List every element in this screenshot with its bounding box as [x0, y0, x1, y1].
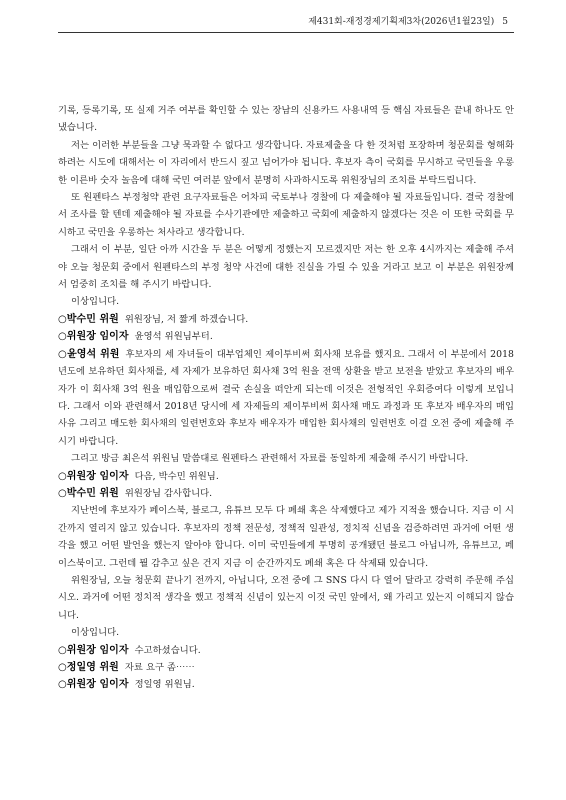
speech-text: 위원장님, 저 짧게 하겠습니다.: [124, 313, 249, 325]
speaker-mark-icon: ○: [58, 313, 67, 325]
speech-text: 정일영 위원님.: [134, 679, 195, 691]
speaker-label: 박수민 위원: [66, 313, 119, 325]
speech-text: 자료 요구 좀⋯⋯: [124, 662, 195, 673]
paragraph: 지난번에 후보자가 페이스북, 블로그, 유튜브 모두 다 폐쇄 혹은 삭제했다고 제가 지적을 했습니다. 지금 이 시간까지 열리지 않고 있습니다. 후보자의 정책 전문성, 정책적 일관성, 정치적 신념을 검증하려면 과거에 어떤 생각을 했고 어떤 발언을 했는지 알아야 합니다. 이미 국민들에게 투명히 공개됐던 블로그 아닙니까, 유튜브고, 페이스북이고. 그런데 뭘 감추고 싶은 건지 지금 이 순간까지도 폐쇄 혹은 다 삭제돼 있습니다.: [58, 505, 514, 569]
speech-line: [58, 659, 514, 676]
paragraph: 이상입니다.: [71, 627, 120, 639]
speech-text: 윤영석 위원님부터.: [134, 331, 213, 343]
speaker-name: [58, 679, 129, 690]
transcript-body: [58, 102, 514, 694]
speaker-name: [58, 331, 129, 342]
speaker-name: [58, 349, 120, 360]
speaker-name: [58, 662, 119, 673]
speech-text: 후보자의 세 자녀들이 대부업체인 제이투비써 회사채 보유를 했지요. 그래서 이 부분에서 2018년도에 보유하던 회사채를, 세 자제가 보유하던 회사채 3억 원을 전액 상환을 받고 보전을 받았고 후보자의 배우자가 이 회사채 3억 원을 매입함으로써 결국 손실을 떠안게 되는데 이것은 전형적인 우회증여다 이렇게 보입니다. 그래서 이와 관련해서 2018년 당시에 세 자제들의 제이투비써 회사채 매도 과정과 또 후보자 배우자의 매입 사유 그리고 매도한 회사채의 일련번호와 후보자 배우자가 매입한 회사채의 일련번호 이걸 오전 중에 제출해 주시기 바랍니다.: [58, 348, 514, 447]
speaker-mark-icon: ○: [58, 487, 67, 499]
speaker-name: [58, 471, 129, 482]
speech-line: [58, 676, 514, 693]
speaker-label: 위원장 임이자: [66, 679, 129, 691]
header-rule: [58, 32, 514, 33]
speaker-name: [58, 645, 129, 656]
speaker-mark-icon: ○: [58, 644, 67, 656]
speaker-label: 정일영 위원: [66, 662, 119, 673]
speaker-mark-icon: ○: [58, 331, 67, 343]
page-header: [308, 14, 508, 27]
speaker-label: 위원장 임이자: [66, 470, 129, 482]
speaker-mark-icon: ○: [58, 348, 68, 360]
speech-text: 다음, 박수민 위원님.: [134, 470, 219, 482]
speech-line: [58, 328, 514, 345]
paragraph: 이상입니다.: [71, 296, 120, 308]
page-number: 5: [502, 17, 508, 27]
speech-line: [58, 311, 514, 328]
speaker-mark-icon: ○: [58, 662, 67, 673]
speaker-mark-icon: ○: [58, 470, 67, 482]
speaker-label: 윤영석 위원: [67, 348, 120, 360]
speaker-mark-icon: ○: [58, 679, 67, 691]
speech-line: [58, 642, 514, 659]
speech-text: 수고하셨습니다.: [134, 644, 201, 656]
paragraph: 그리고 방금 최은석 위원님 말씀대로 원펜타스 관련해서 자료를 동일하게 제출해 주시기 바랍니다.: [71, 453, 469, 465]
speaker-label: 위원장 임이자: [66, 331, 129, 343]
speech-line: [58, 468, 514, 485]
speech-text: 위원장님 감사합니다.: [124, 487, 213, 499]
paragraph: 위원장님, 오늘 청문회 끝나기 전까지, 아닙니다, 오전 중에 그 SNS 다시 다 열어 달라고 강력히 주문해 주십시오. 과거에 어떤 정치적 생각을 했고 정책적 신념이 있는지 이것 국민 앞에서, 왜 가리고 있는지 이해되지 않습니다.: [58, 574, 514, 621]
header-title: 제431회-재정경제기획제3차(2026년1월23일): [308, 17, 495, 27]
speaker-name: [58, 488, 119, 499]
paragraph: 그래서 이 부분, 일단 아까 시간을 두 분은 어떻게 정했는지 모르겠지만 저는 한 오후 4시까지는 제출해 주셔야 오늘 청문회 중에서 원펜타스의 부정 청약 사건에 대한 진실을 가릴 수 있을 거라고 보고 이 부분은 위원장께서 엄중히 조치를 해 주시기 바랍니다.: [58, 244, 514, 291]
speech-line: [58, 346, 514, 450]
speaker-label: 박수민 위원: [66, 487, 119, 499]
paragraph: 저는 이러한 부분들을 그냥 묵과할 수 없다고 생각합니다. 자료제출을 다 한 것처럼 포장하며 청문회를 형해화하려는 시도에 대해서는 이 자리에서 반드시 짚고 넘어가야 됩니다. 후보자 측이 국회를 무시하고 국민들을 우롱한 이른바 숫자 놀음에 대해 국민 여러분 앞에서 분명히 사과하시도록 위원장님의 조치를 부탁드립니다.: [58, 139, 514, 186]
paragraph: 또 원펜타스 부정청약 관련 요구자료들은 어차피 국토부나 경찰에 다 제출해야 될 자료들입니다. 결국 경찰에서 조사를 할 텐데 제출해야 될 자료를 수사기관에만 제출하고 국회에 제출하지 않겠다는 것은 이 또한 국회를 무시하고 국민을 우롱하는 처사라고 생각합니다.: [58, 192, 514, 238]
speaker-label: 위원장 임이자: [66, 644, 129, 656]
speech-line: [58, 485, 514, 502]
paragraph: 기록, 등록기록, 또 실제 거주 여부를 확인할 수 있는 장남의 신용카드 사용내역 등 핵심 자료들은 끝내 하나도 안 냈습니다.: [58, 105, 514, 134]
speaker-name: [58, 314, 119, 325]
